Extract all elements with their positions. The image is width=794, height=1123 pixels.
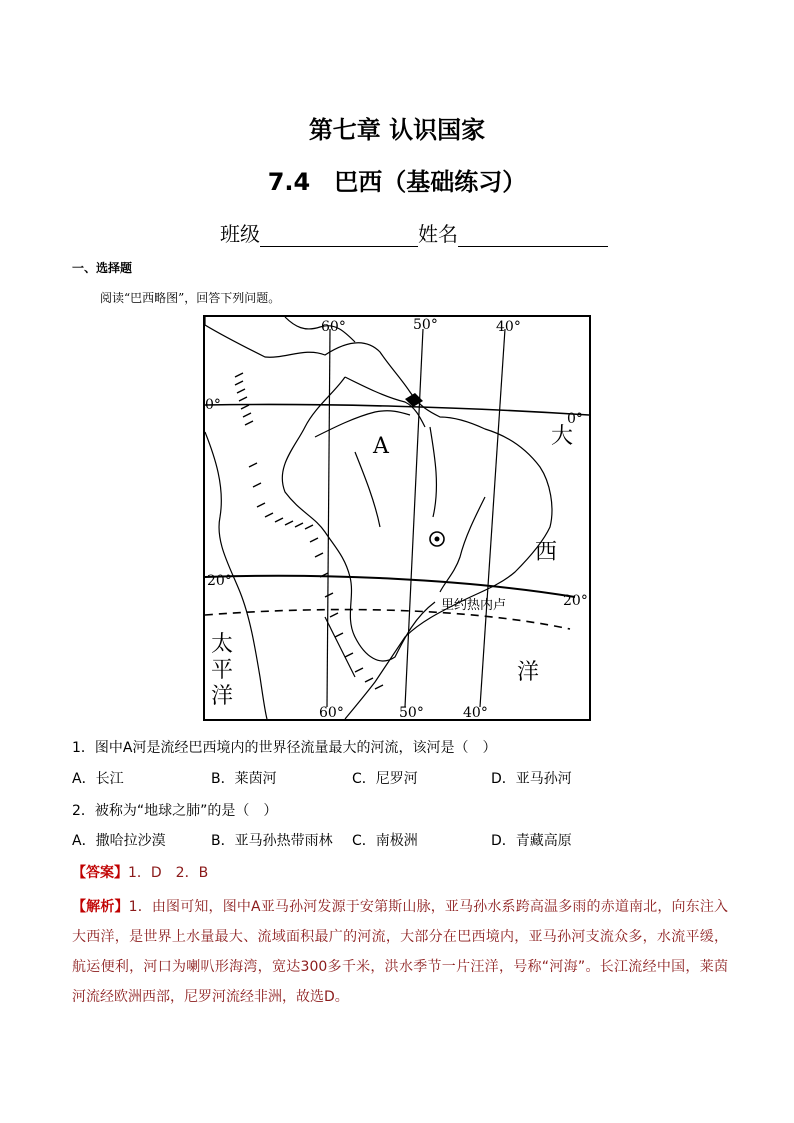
answer-label: 【答案】: [72, 865, 128, 881]
chapter-title: 第七章 认识国家: [308, 116, 486, 144]
tributary-1: [355, 452, 380, 527]
lon-bottom-40: 40°: [463, 705, 488, 719]
pacific-char-3: 洋: [211, 684, 234, 709]
tropic-line: [205, 610, 570, 629]
question-2: 2．被称为“地球之肺”的是（ ）: [72, 803, 278, 819]
brazil-border-west: [282, 377, 435, 661]
question-1: 1．图中A河是流经巴西境内的世界径流量最大的河流，该河是（ ）: [72, 740, 497, 756]
pacific-char-1: 太: [211, 632, 234, 657]
pacific-char-2: 平: [211, 658, 234, 683]
q1-option-b[interactable]: B．莱茵河: [211, 771, 277, 787]
analysis-label: 【解析】: [72, 899, 129, 915]
longitude-50: [405, 329, 423, 707]
lon-bottom-60: 60°: [319, 705, 344, 719]
brazil-map-svg: [205, 317, 589, 719]
longitude-60: [327, 329, 330, 707]
lon-bottom-50: 50°: [399, 705, 424, 719]
river-label-a: A: [373, 434, 389, 459]
lat-right-20: 20°: [563, 593, 588, 609]
longitude-40: [480, 329, 505, 707]
q2-option-d[interactable]: D．青藏高原: [491, 833, 572, 849]
analysis-block: [72, 892, 728, 1012]
q1-option-d[interactable]: D．亚马孙河: [491, 771, 572, 787]
lat-left-20: 20°: [207, 573, 232, 589]
sao-francisco-river: [440, 497, 485, 592]
q1-option-c[interactable]: C．尼罗河: [352, 771, 418, 787]
city-label: 里约热内卢: [441, 598, 507, 613]
name-blank[interactable]: [458, 226, 608, 247]
capital-dot: [435, 537, 440, 542]
lon-top-40: 40°: [496, 319, 521, 335]
brazil-map: [203, 315, 591, 721]
atlantic-char-1: 大: [551, 424, 574, 449]
parana-river: [325, 617, 355, 677]
answer-line: [72, 862, 208, 882]
q2-option-c[interactable]: C．南极洲: [352, 833, 418, 849]
answer-text: 1．D 2．B: [128, 865, 209, 881]
lat-right-0: 0°: [567, 411, 583, 427]
class-name-line: [220, 218, 608, 247]
q1-option-a[interactable]: A．长江: [72, 771, 124, 787]
atlantic-char-3: 洋: [517, 660, 540, 685]
lat-left-0: 0°: [205, 397, 221, 413]
q2-option-b[interactable]: B．亚马孙热带雨林: [211, 833, 333, 849]
name-label: 姓名: [418, 222, 458, 246]
latitude-0: [205, 404, 589, 415]
q2-option-a[interactable]: A．撒哈拉沙漠: [72, 833, 166, 849]
intro-text: 阅读“巴西略图”，回答下列问题。: [100, 291, 281, 305]
atlantic-char-2: 西: [535, 540, 558, 565]
section-title: 一、选择题: [72, 261, 133, 275]
analysis-text: 1．由图可知，图中A亚马孙河发源于安第斯山脉，亚马孙水系跨高温多雨的赤道南北，向东注入大西洋，是世界上水量最大、流域面积最广的河流，大部分在巴西境内，亚马孙河支流众多，水流平缓，航运便利，河口为喇叭形海湾，宽达300多千米，洪水季节一片汪洋，号称“河海”。长江流经中国，莱茵河流经欧洲西部，尼罗河流经非洲，故选D。: [72, 899, 729, 1005]
lon-top-60: 60°: [321, 319, 346, 335]
class-blank[interactable]: [260, 226, 418, 247]
tributary-2: [430, 427, 436, 517]
class-label: 班级: [220, 222, 260, 246]
lon-top-50: 50°: [413, 317, 438, 333]
latitude-20: [205, 576, 575, 597]
lesson-title: 7.4 巴西（基础练习）: [267, 168, 527, 196]
